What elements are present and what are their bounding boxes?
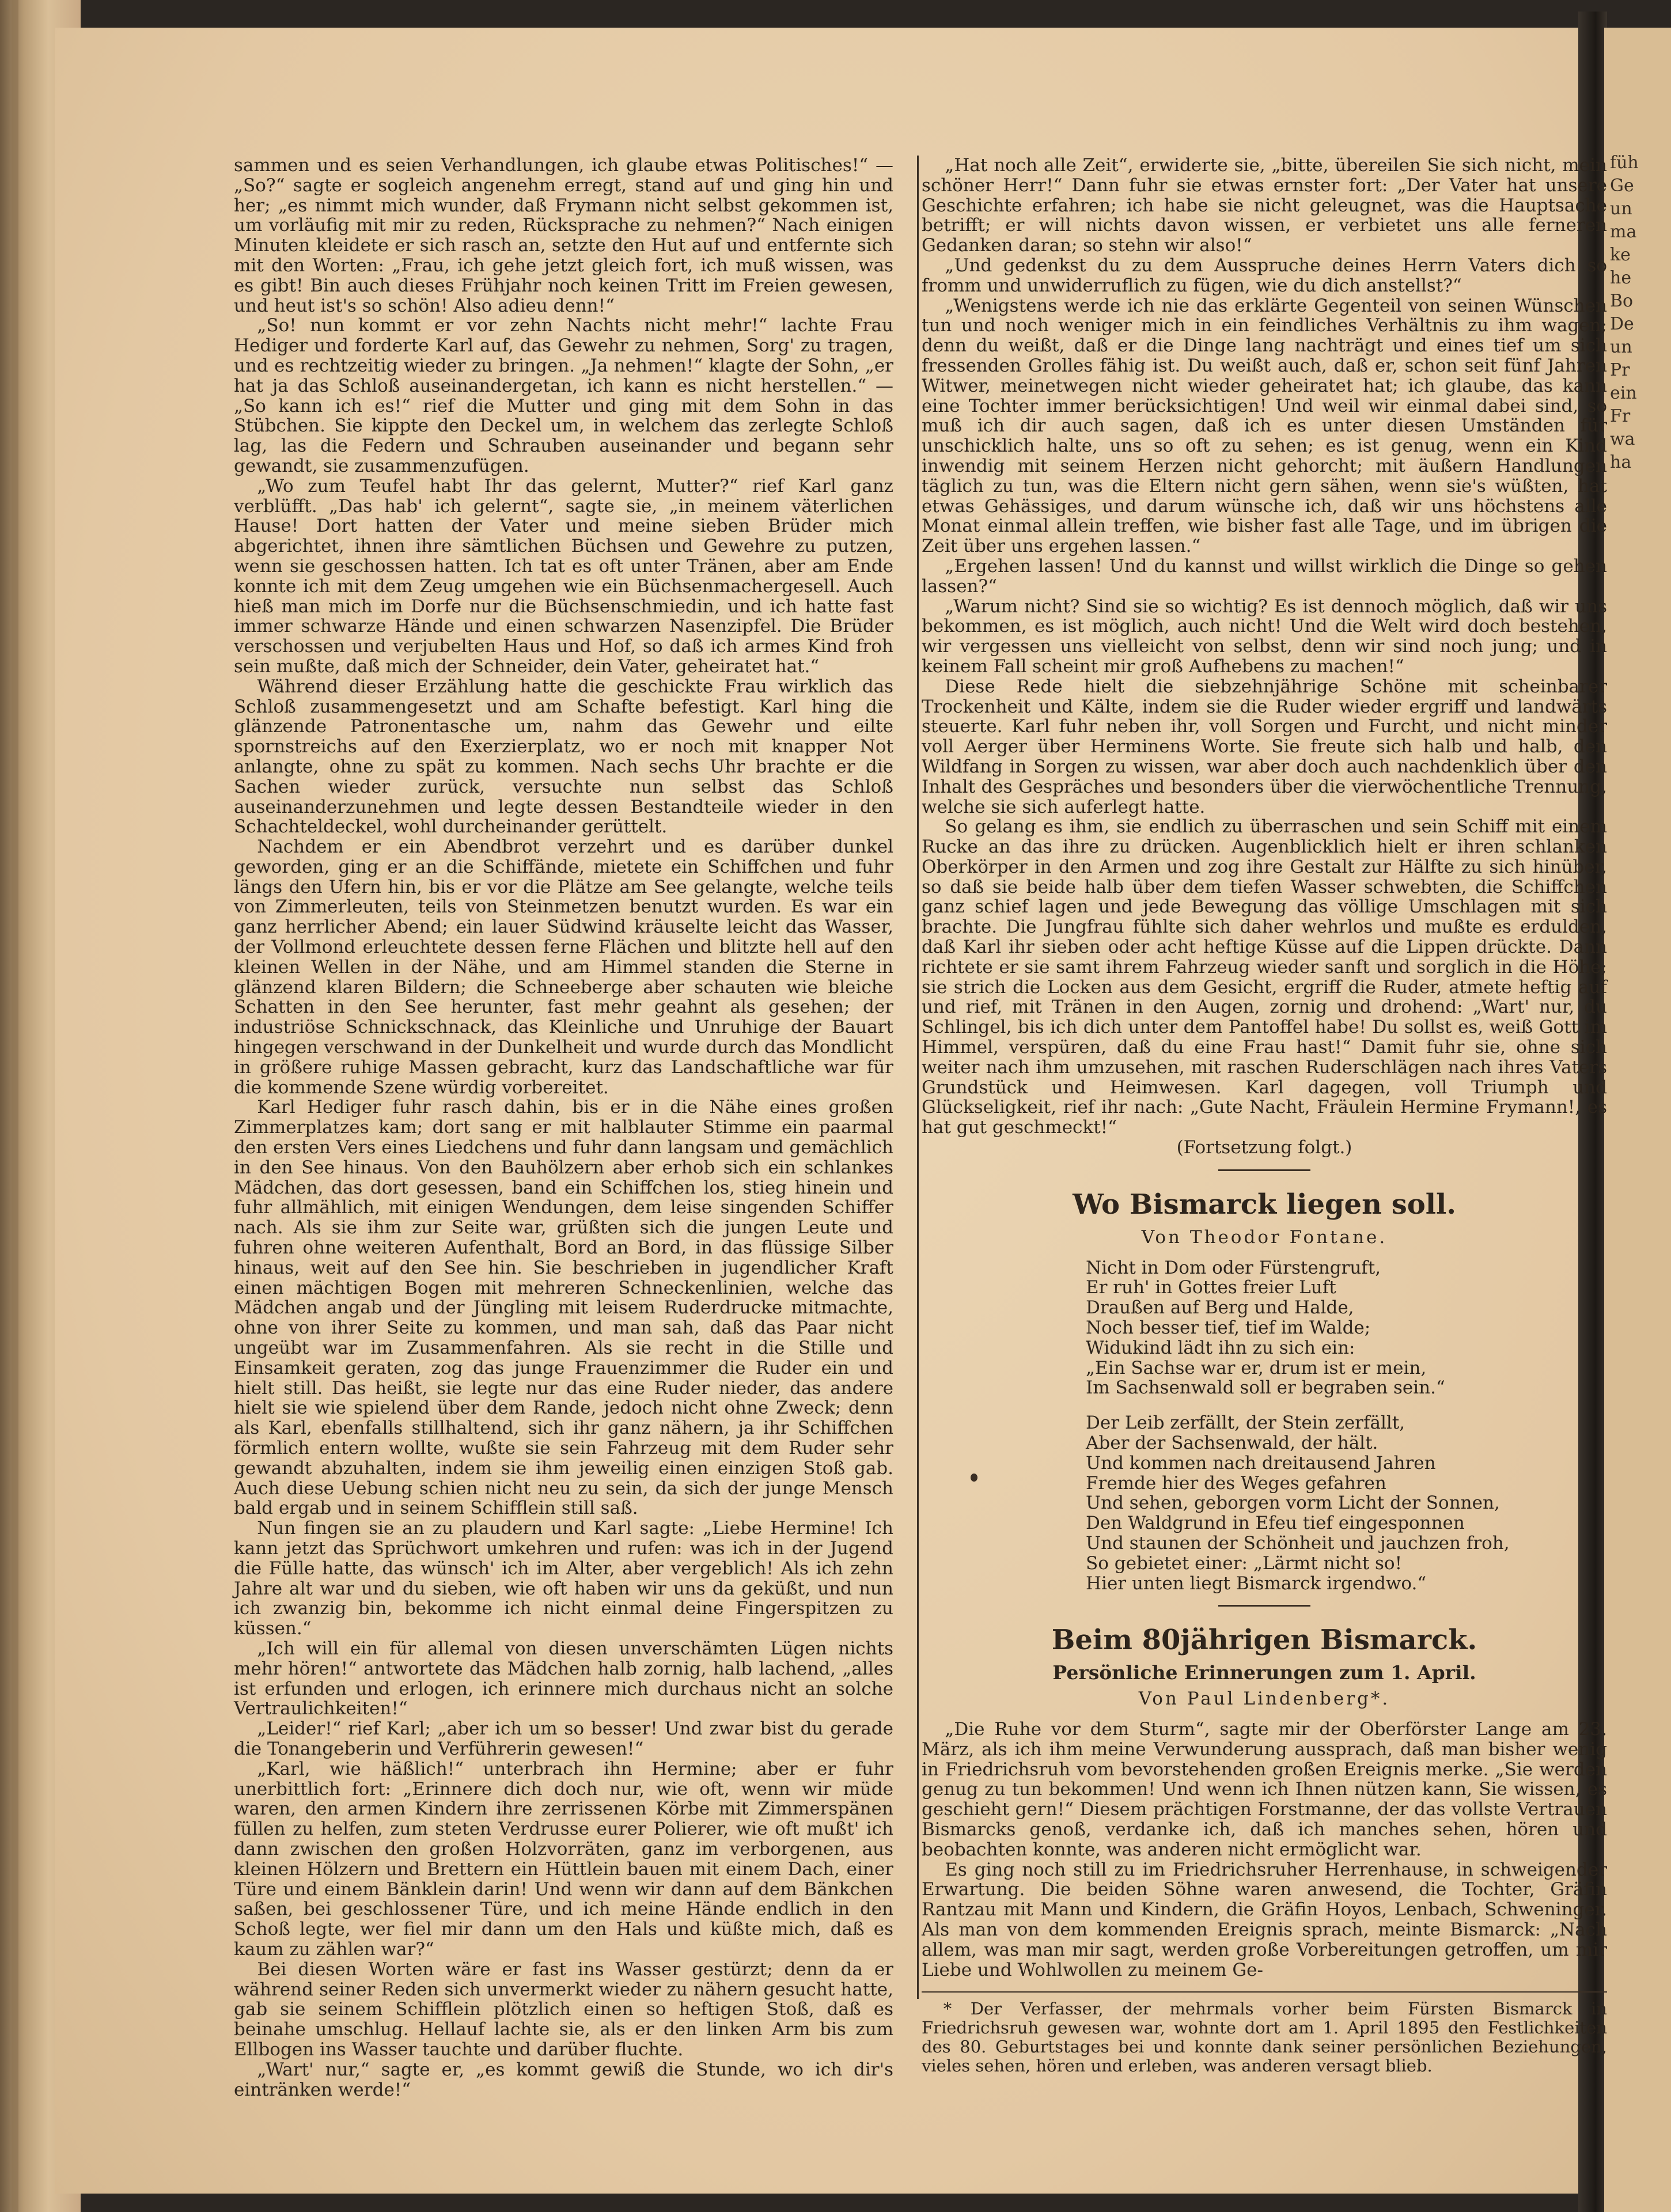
- paragraph: „Wo zum Teufel habt Ihr das gelernt, Mutter?“ rief Karl ganz verblüfft. „Das hab' ich gelernt“, sagte sie, „in meinem väterlichen Hause! Dort hatten der Vater und meine sieben Brüder mich abgerichtet, ihnen ihre sämtlichen Büchsen und Gewehre zu putzen, wenn sie geschossen hatten. Ich tat es oft unter Tränen, aber am Ende konnte ich mit dem Zeug umgehen wie ein Büchsenmachergesell. Auch hieß man mich im Dorfe nur die Büchsenschmiedin, und ich hatte fast immer schwarze Hände und einen schwarzen Nasenzipfel. Die Brüder verschossen und verjubelten Haus und Hof, so daß ich armes Kind froh sein mußte, daß mich der Schneider, dein Vater, geheiratet hat.“: [234, 475, 893, 677]
- paragraph: So gelang es ihm, sie endlich zu überraschen und sein Schiff mit einem Rucke an das ihre zu drücken. Augenblicklich hielt er ihren schlanken Oberkörper in den Armen und zog ihre Gestalt zur Hälfte zu sich hinüber, so daß sie beide halb über dem tiefen Wasser schwebten, die Schiffchen ganz schief lagen und jede Bewegung das völlige Umschlagen mit sich brachte. Die Jungfrau fühlte sich daher wehrlos und mußte es erdulden, daß Karl ihr sieben oder acht heftige Küsse auf die Lippen drückte. Dann richtete er sie samt ihrem Fahrzeug wieder sanft und sorglich in die Höhe; sie strich die Locken aus dem Gesicht, ergriff die Ruder, atmete heftig auf und rief, mit Tränen in den Augen, zornig und drohend: „Wart' nur, du Schlingel, bis ich dich unter dem Pantoffel habe! Du sollst es, weiß Gott im Himmel, verspüren, daß du eine Frau hast!“ Damit fuhr sie, ohne sich weiter nach ihm umzusehen, mit raschen Ruderschlägen nach ihres Vaters Grundstück und Heimwesen. Karl dagegen, voll Triumph und Glückseligkeit, rief ihr nach: „Gute Nacht, Fräulein Hermine Frymann!, es hat gut geschmeckt!“: [922, 816, 1607, 1138]
- poem-line: Nicht in Dom oder Fürstengruft,: [1086, 1257, 1381, 1278]
- adjacent-page-word: he: [1610, 268, 1632, 288]
- adjacent-page-word: Bo: [1610, 291, 1634, 311]
- poem-author: Von Theodor Fontane.: [1141, 1226, 1388, 1248]
- ink-spot: [971, 1474, 977, 1482]
- paragraph: Während dieser Erzählung hatte die geschickte Frau wirklich das Schloß zusammengesetzt und am Schafte befestigt. Karl hing die glänzende Patronentasche um, nahm das Gewehr und eilte spornstreichs auf den Exerzierplatz, wo er noch mit knapper Not anlangte, ohne zu spät zu kommen. Nach sechs Uhr brachte er die Sachen wieder zurück, versuchte nun selbst das Schloß auseinanderzunehmen und legte dessen Bestandteile wieder in den Schachteldeckel, wohl durcheinander gerüttelt.: [234, 676, 893, 838]
- paragraph: „Leider!“ rief Karl; „aber ich um so besser! Und zwar bist du gerade die Tonangeberin und Verführerin gewesen!“: [234, 1718, 893, 1759]
- adjacent-page-word: Ge: [1610, 176, 1634, 196]
- paragraph: „Hat noch alle Zeit“, erwiderte sie, „bitte, übereilen Sie sich nicht, mein schöner Herr!“ Dann fuhr sie etwas ernster fort: „Der Vater hat unsere Geschichte erfahren; ich habe sie nicht geleugnet, was die Hauptsache betrifft; er will nichts davon wissen, er verbietet uns alle ferneren Gedanken daran; so stehn wir also!“: [922, 155, 1607, 256]
- adjacent-page-word: Fr: [1610, 406, 1631, 426]
- article-author: Von Paul Lindenberg*.: [1138, 1688, 1390, 1710]
- left-column: [234, 156, 893, 2100]
- paragraph: Diese Rede hielt die siebzehnjährige Schöne mit scheinbarer Trockenheit und Kälte, indem sie die Ruder wieder ergriff und landwärts steuerte. Karl fuhr neben ihr, voll Sorgen und Furcht, und nicht minder voll Aerger über Herminens Worte. Sie freute sich halb und halb, den Wildfang in Sorgen zu wissen, war aber doch auch nachdenklich über den Inhalt des Gespräches und besonders über die vierwöchentliche Trennung, welche sie sich auferlegt hatte.: [922, 676, 1607, 817]
- cover-edge-strip: [12, 0, 18, 2212]
- paragraph: „Ergehen lassen! Und du kannst und willst wirklich die Dinge so gehen lassen?“: [922, 555, 1607, 597]
- paragraph: „Und gedenkst du zu dem Ausspruche deines Herrn Vaters dich so fromm und unwiderruflich zu fügen, wie du dich anstellst?“: [922, 255, 1607, 296]
- paragraph: Bei diesen Worten wäre er fast ins Wasser gestürzt; denn da er während seiner Reden sich unvermerkt wieder zu nähern gesucht hatte, gab sie seinem Schifflein plötzlich einen so heftigen Stoß, daß es beinahe umschlug. Hellauf lachte sie, als er den linken Arm bis zum Ellbogen ins Wasser tauchte und darüber fluchte.: [234, 1959, 893, 2060]
- section-divider: [1218, 1169, 1310, 1171]
- poem-line: Aber der Sachsenwald, der hält.: [1086, 1433, 1378, 1454]
- footnote-rule: [922, 1991, 1607, 1993]
- paragraph: Karl Hediger fuhr rasch dahin, bis er in die Nähe eines großen Zimmerplatzes kam; dort sang er mit halblauter Stimme ein paarmal den ersten Vers eines Liedchens und fuhr dann langsam und gemächlich in den See hinaus. Von den Bauhölzern aber erhob sich ein schlankes Mädchen, das dort gesessen, band ein Schiffchen los, stieg hinein und fuhr allmählich, mit einigen Wendungen, dem leise singenden Schiffer nach. Als sie ihm zur Seite war, grüßten sich die jungen Leute und fuhren ohne weiteren Aufenthalt, Bord an Bord, in das flüssige Silber hinaus, weit auf den See hin. Sie beschrieben in jugendlicher Kraft einen mächtigen Bogen mit mehreren Schneckenlinien, welche das Mädchen angab und der Jüngling mit leisem Ruderdrucke mitmachte, ohne von ihrer Seite zu kommen, und man sah, daß das Paar nicht ungeübt war im Zusammenfahren. Als sie recht in die Stille und Einsamkeit geraten, zog das junge Frauenzimmer die Ruder ein und hielt still. Das heißt, sie legte nur das eine Ruder nieder, das andere hielt sie wie spielend über dem Rande, jedoch nicht ohne Zweck; denn als Karl, ebenfalls stillhaltend, sich ihr ganz nähern, ja ihr Schiffchen förmlich entern wollte, wußte sie sein Fahrzeug mit dem Ruder sehr gewandt abzuhalten, indem sie ihm jeweilig einen einzigen Stoß gab. Auch diese Uebung schien nicht neu zu sein, da sich der junge Mensch bald ergab und in seinem Schifflein still saß.: [234, 1097, 893, 1519]
- poem-stanza-1: [1086, 1258, 1607, 1399]
- adjacent-page-word: füh: [1610, 153, 1639, 173]
- right-column: [922, 156, 1607, 2075]
- adjacent-page-word: Pr: [1610, 360, 1630, 380]
- paragraph: „Die Ruhe vor dem Sturm“, sagte mir der Oberförster Lange am 23. März, als ich ihm meine Verwunderung aussprach, daß man bisher wenig in Friedrichsruh vom bevorstehenden großen Ereignis merke. „Sie werden genug zu tun bekommen! Und wenn ich Ihnen nützen kann, Sie wissen, es geschieht gern!“ Diesem prächtigen Forstmanne, der das vollste Vertrauen Bismarcks genoß, verdanke ich, daß ich manches sehen, hören und beobachten konnte, was anderen nicht ermöglicht war.: [922, 1718, 1607, 1860]
- poem-title: Wo Bismarck liegen soll.: [1073, 1188, 1456, 1221]
- continued-note: (Fortsetzung folgt.): [1176, 1137, 1352, 1158]
- section-divider: [1218, 1605, 1310, 1607]
- adjacent-page-word: un: [1610, 337, 1632, 357]
- adjacent-page-word: ha: [1610, 452, 1632, 472]
- adjacent-page-text: [1604, 28, 1671, 474]
- poem-line: Der Leib zerfällt, der Stein zerfällt,: [1086, 1412, 1405, 1434]
- poem-line: So gebietet einer: „Lärmt nicht so!: [1086, 1552, 1403, 1574]
- paragraph: „Wart' nur,“ sagte er, „es kommt gewiß die Stunde, wo ich dir's eintränken werde!“: [234, 2059, 893, 2100]
- adjacent-page-word: De: [1610, 314, 1634, 334]
- adjacent-page-word: ke: [1610, 245, 1631, 265]
- paragraph: Nachdem er ein Abendbrot verzehrt und es darüber dunkel geworden, ging er an die Schiffände, mietete ein Schiffchen und fuhr längs den Ufern hin, bis er vor die Plätze am See gelangte, welche teils von Zimmerleuten, teils von Steinmetzen benutzt wurden. Es war ein ganz herrlicher Abend; ein lauer Südwind kräuselte leicht das Wasser, der Vollmond erleuchtete dessen ferne Flächen und blitzte hell auf den kleinen Wellen in der Nähe, und am Himmel standen die Sterne in glänzend klaren Bildern; die Schneeberge aber schauten wie bleiche Schatten in den See herunter, fast mehr geahnt als gesehen; der industriöse Schnickschnack, das Kleinliche und Unruhige der Bauart hingegen verschwand in der Dunkelheit und wurde durch das Mondlicht in größere ruhige Massen gebracht, kurz das Landschaftliche war für die kommende Szene würdig vorbereitet.: [234, 836, 893, 1098]
- poem-line: Und staunen der Schönheit und jauchzen froh,: [1086, 1533, 1510, 1554]
- poem-line: Hier unten liegt Bismarck irgendwo.“: [1086, 1573, 1427, 1594]
- poem-stanza-2: [1086, 1413, 1607, 1593]
- poem-line: Im Sachsenwald soll er begraben sein.“: [1086, 1377, 1445, 1399]
- footnote: * Der Verfasser, der mehrmals vorher beim Fürsten Bismarck in Friedrichsruh gewesen war, wohnte dort am 1. April 1895 den Festlichkeiten des 80. Geburtstages bei und konnte dank seiner persönlichen Beziehungen, vieles sehen, hören und erleben, was anderen versagt blieb.: [922, 1999, 1607, 2076]
- adjacent-page-word: un: [1610, 199, 1632, 219]
- paragraph: Nun fingen sie an zu plaudern und Karl sagte: „Liebe Hermine! Ich kann jetzt das Sprüchwort umkehren und rufen: was ich in der Jugend die Fülle hatte, das wünsch' ich im Alter, aber vergeblich! Als ich zehn Jahre alt war und du sieben, wie oft haben wir uns da geküßt, und nun ich zwanzig bin, bekomme ich nicht einmal deine Fingerspitzen zu küssen.“: [234, 1518, 893, 1639]
- article-title: Beim 80jährigen Bismarck.: [1051, 1624, 1477, 1657]
- poem-line: Widukind lädt ihn zu sich ein:: [1086, 1337, 1355, 1358]
- paragraph: sammen und es seien Verhandlungen, ich glaube etwas Politisches!“ — „So?“ sagte er sogleich angenehm erregt, stand auf und ging hin und her; „es nimmt mich wunder, daß Frymann nicht selbst gekommen ist, um vorläufig mit mir zu reden, Rücksprache zu nehmen?“ Nach einigen Minuten kleidete er sich rasch an, setzte den Hut auf und entfernte sich mit den Worten: „Frau, ich gehe jetzt gleich fort, ich muß wissen, was es gibt! Bin auch dieses Frühjahr noch keinen Tritt im Freien gewesen, und heut ist's so schön! Also adieu denn!“: [234, 155, 893, 316]
- adjacent-page-fragment: [1604, 28, 1671, 2212]
- paragraph: „Ich will ein für allemal von diesen unverschämten Lügen nichts mehr hören!“ antwortete das Mädchen halb zornig, halb lachend, „alles ist erfunden und erlogen, ich erinnere mich durchaus nicht an solche Vertraulichkeiten!“: [234, 1638, 893, 1719]
- paragraph: „Warum nicht? Sind sie so wichtig? Es ist dennoch möglich, daß wir uns bekommen, es ist möglich, auch nicht! Und die Welt wird doch bestehen, wir vergessen uns vielleicht von selbst, denn wir sind noch jung; und in keinem Fall scheint mir groß Aufhebens zu machen!“: [922, 596, 1607, 677]
- adjacent-page-word: ma: [1610, 222, 1637, 242]
- poem-line: Fremde hier des Weges gefahren: [1086, 1472, 1386, 1494]
- poem-line: Er ruh' in Gottes freier Luft: [1086, 1277, 1336, 1298]
- poem-line: „Ein Sachse war er, drum ist er mein,: [1086, 1357, 1427, 1378]
- poem-line: Draußen auf Berg und Halde,: [1086, 1297, 1354, 1319]
- column-divider: [917, 156, 919, 1999]
- poem-line: Und sehen, geborgen vorm Licht der Sonnen,: [1086, 1493, 1500, 1514]
- paragraph: „Karl, wie häßlich!“ unterbrach ihn Hermine; aber er fuhr unerbittlich fort: „Erinnere dich doch nur, wie oft, wenn wir müde waren, den armen Kindern ihre zerrissenen Körbe mit Zimmerspänen füllen zu helfen, zum steten Verdrusse eurer Polierer, wie oft mußt' ich dann zwischen den großen Holzvorräten, ganz im verborgenen, aus kleinen Hölzern und Brettern ein Hüttlein bauen mit einem Dach, einer Türe und einem Bänklein darin! Und wenn wir dann auf dem Bänkchen saßen, bei geschlossener Türe, und ich meine Hände endlich in den Schoß legte, wer fiel mir dann um den Hals und küßte mich, daß es kaum zu zählen war?“: [234, 1758, 893, 1960]
- poem-line: Noch besser tief, tief im Walde;: [1086, 1317, 1371, 1339]
- adjacent-page-word: wa: [1610, 429, 1635, 449]
- poem-line: Und kommen nach dreitausend Jahren: [1086, 1452, 1436, 1474]
- paragraph: „Wenigstens werde ich nie das erklärte Gegenteil von seinen Wünschen tun und noch weniger mich in ein feindliches Verhältnis zu ihm wagen; denn du weißt, daß er die Dinge lang nachträgt und eines tief um sich fressenden Grolles fähig ist. Du weißt auch, daß er, schon seit fünf Jahren Witwer, meinetwegen nicht wieder geheiratet hat; ich glaube, das kann eine Tochter immer berücksichtigen! Und weil wir einmal dabei sind, so muß ich dir auch sagen, daß ich es unter diesen Umständen für unschicklich halte, uns so oft zu sehen; es ist genug, wenn ein Kind inwendig mit seinem Herzen nicht gehorcht; mit äußern Handlungen täglich zu tun, was die Eltern nicht gern sähen, wenn sie's wüßten, hat etwas Gehässiges, und darum wünsche ich, daß wir uns höchstens alle Monat einmal allein treffen, wie bisher fast alle Tage, und im übrigen die Zeit über uns ergehen lassen.“: [922, 295, 1607, 557]
- paragraph: „So! nun kommt er vor zehn Nachts nicht mehr!“ lachte Frau Hediger und forderte Karl auf, das Gewehr zu nehmen, Sorg' zu tragen, und es rechtzeitig wieder zu bringen. „Ja nehmen!“ klagte der Sohn, „er hat ja das Schloß auseinandergetan, ich kann es nicht herstellen.“ — „So kann ich es!“ rief die Mutter und ging mit dem Sohn in das Stübchen. Sie kippte den Deckel um, in welchem das zerlegte Schloß lag, las die Federn und Schrauben auseinander und begann sehr gewandt, sie zusammenzufügen.: [234, 315, 893, 476]
- poem-line: Den Waldgrund in Efeu tief eingesponnen: [1086, 1513, 1465, 1534]
- paragraph: Es ging noch still zu im Friedrichsruher Herrenhause, in schweigender Erwartung. Die beiden Söhne waren anwesend, die Tochter, Gräfin Rantzau mit Mann und Kindern, die Gräfin Hoyos, Lenbach, Schweninger. Als man von dem kommenden Ereignis sprach, meinte Bismarck: „Nach allem, was man mir sagt, werden große Vorbereitungen getroffen, um mir Liebe und Wohlwollen zu meinem Ge-: [922, 1859, 1607, 1980]
- article-subtitle: Persönliche Erinnerungen zum 1. April.: [1052, 1661, 1476, 1684]
- adjacent-page-word: ein: [1610, 383, 1637, 403]
